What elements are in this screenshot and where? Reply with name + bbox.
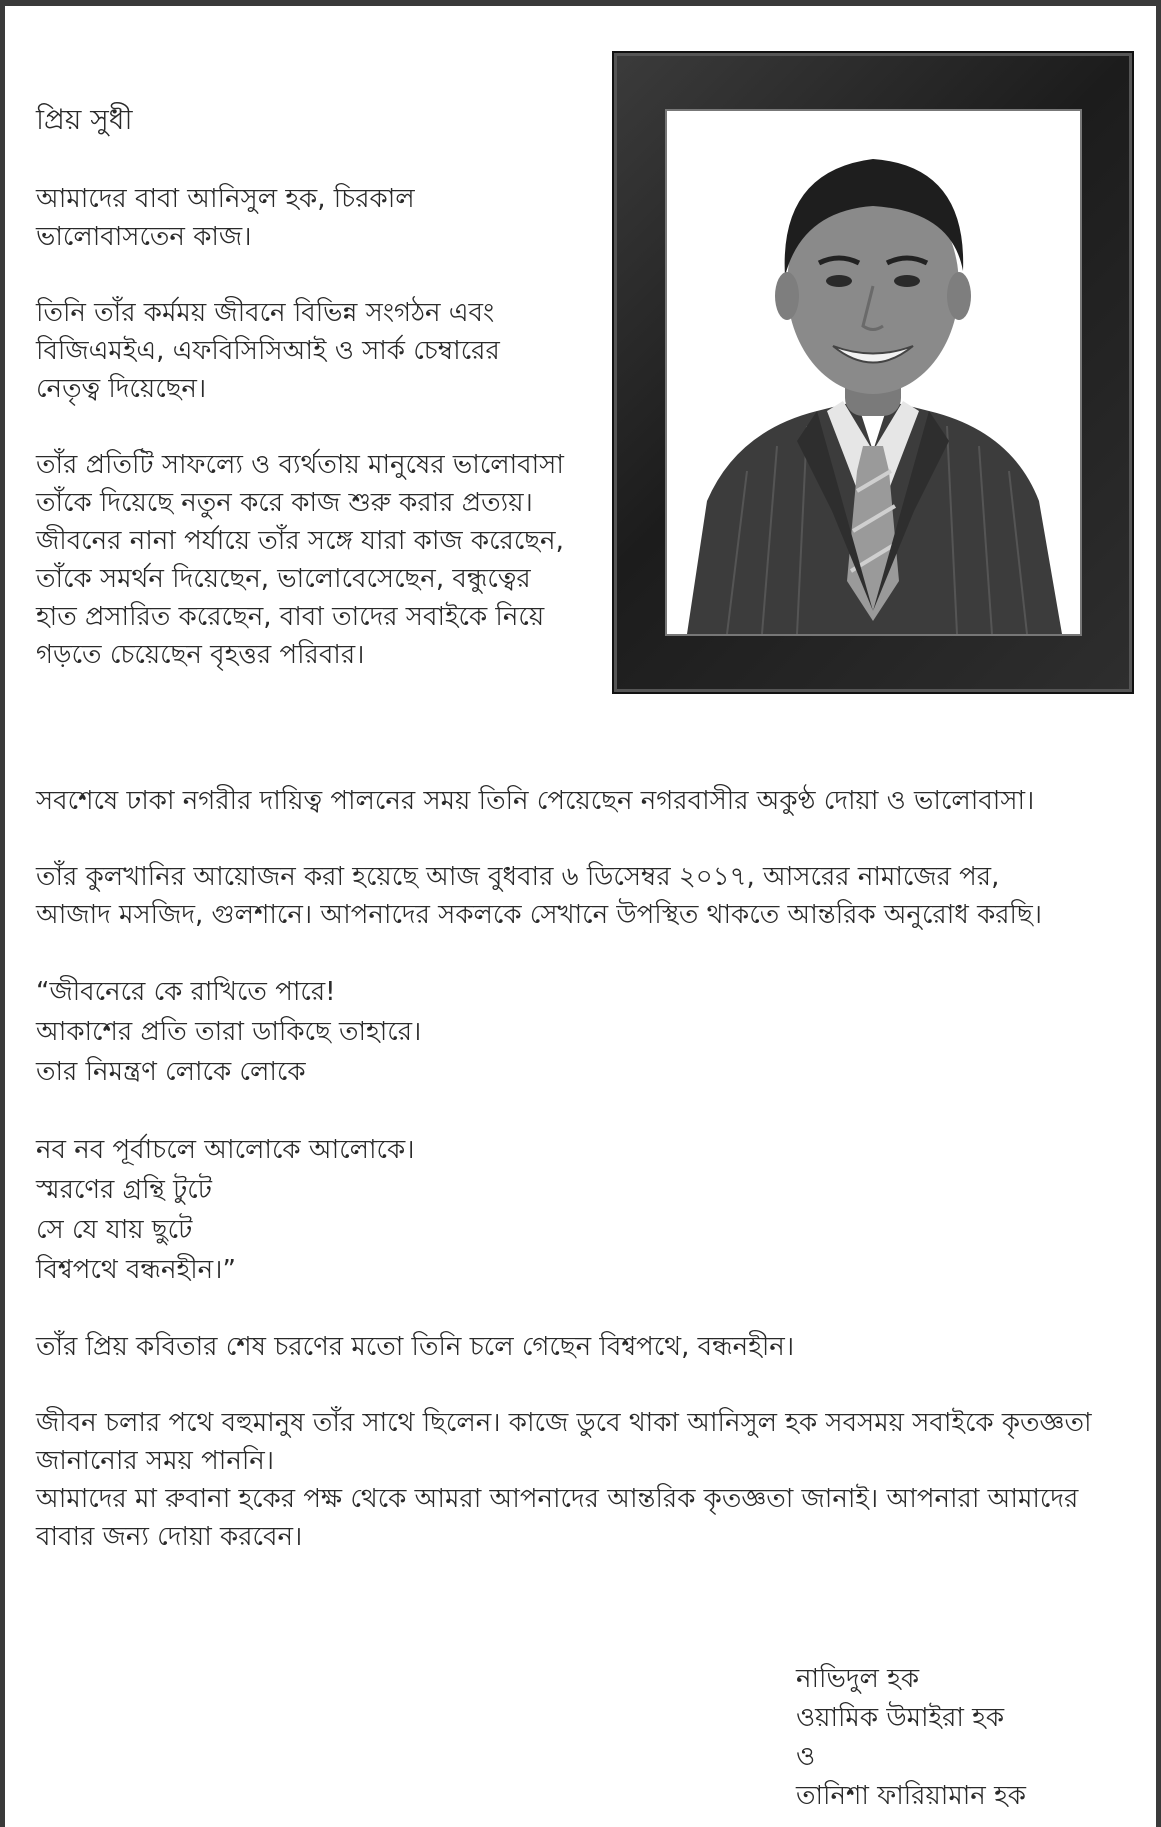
text-line: আমাদের মা রুবানা হকের পক্ষ থেকে আমরা আপনাদের আন্তরিক কৃতজ্ঞতা জানাই। আপনারা আমাদের (36, 1484, 1079, 1514)
text-line: জীবনের নানা পর্যায়ে তাঁর সঙ্গে যারা কাজ করেছেন, (36, 526, 564, 556)
poem (36, 972, 1116, 1290)
text-line: সবশেষে ঢাকা নগরীর দায়িত্ব পালনের সময় তিনি পেয়েছেন নগরবাসীর অকুণ্ঠ দোয়া ও ভালোবাসা। (36, 786, 1035, 816)
portrait-illustration (667, 111, 1080, 634)
poem-line: “জীবনেরে কে রাখিতে পারে! (36, 977, 336, 1007)
poem-line: আকাশের প্রতি তারা ডাকিছে তাহারে। (36, 1017, 422, 1047)
poem-line: সে যে যায় ছুটে (36, 1215, 193, 1245)
signatory-name: নাভিদুল হক (796, 1664, 920, 1694)
text-line: জানানোর সময় পাননি। (36, 1446, 275, 1476)
poem-line: তার নিমন্ত্রণ লোকে লোকে (36, 1057, 306, 1087)
signature-block (796, 1660, 1026, 1816)
text-line: তাঁকে সমর্থন দিয়েছেন, ভালোবেসেছেন, বন্ধুত্বের (36, 564, 531, 594)
body-paragraph (36, 782, 1116, 820)
portrait-photo (667, 111, 1080, 634)
main-text (36, 782, 1116, 1594)
text-line: হাত প্রসারিত করেছেন, বাবা তাদের সবাইকে নিয়ে (36, 602, 545, 632)
body-paragraph (36, 858, 1116, 934)
text-line: জীবন চলার পথে বহুমানুষ তাঁর সাথে ছিলেন। কাজে ডুবে থাকা আনিসুল হক সবসময় সবাইকে কৃতজ্ঞতা (36, 1408, 1092, 1438)
text-line: তিনি তাঁর কর্মময় জীবনে বিভিন্ন সংগঠন এবং (36, 298, 495, 328)
portrait-frame (612, 51, 1134, 694)
signatory-name: তানিশা ফারিয়ামান হক (796, 1781, 1026, 1811)
text-line: আজাদ মসজিদ, গুলশানে। আপনাদের সকলকে সেখানে উপস্থিত থাকতে আন্তরিক অনুরোধ করছি। (36, 900, 1043, 930)
text-line: গড়তে চেয়েছেন বৃহত্তর পরিবার। (36, 640, 365, 670)
text-line: আমাদের বাবা আনিসুল হক, চিরকাল (36, 184, 415, 214)
closing-paragraph (36, 1328, 1116, 1366)
text-line: বাবার জন্য দোয়া করবেন। (36, 1522, 303, 1552)
intro-text (36, 180, 576, 712)
signature-conjunction: ও (796, 1742, 816, 1772)
text-line: নেতৃত্ব দিয়েছেন। (36, 374, 207, 404)
signatory-name: ওয়ামিক উমাইরা হক (796, 1703, 1005, 1733)
stanza-break (36, 1092, 1116, 1130)
intro-paragraph (36, 180, 576, 256)
text-line: তাঁর কুলখানির আয়োজন করা হয়েছে আজ বুধবার ৬ ডিসেম্বর ২০১৭, আসরের নামাজের পর, (36, 862, 1000, 892)
text-line: ভালোবাসতেন কাজ। (36, 222, 252, 252)
intro-paragraph (36, 446, 576, 674)
poem-line: বিশ্বপথে বন্ধনহীন।” (36, 1255, 236, 1285)
intro-paragraph (36, 294, 576, 408)
poem-line: নব নব পূর্বাচলে আলোকে আলোকে। (36, 1135, 415, 1165)
text-line: তাঁকে দিয়েছে নতুন করে কাজ শুরু করার প্রত্যয়। (36, 488, 533, 518)
poem-line: স্মরণের গ্রন্থি টুটে (36, 1175, 212, 1205)
closing-paragraph (36, 1404, 1116, 1556)
text-line: তাঁর প্রতিটি সাফল্যে ও ব্যর্থতায় মানুষের ভালোবাসা (36, 450, 564, 480)
text-line: বিজিএমইএ, এফবিসিসিআই ও সার্ক চেম্বারের (36, 336, 500, 366)
salutation: প্রিয় সুধী (36, 103, 133, 136)
text-line: তাঁর প্রিয় কবিতার শেষ চরণের মতো তিনি চলে গেছেন বিশ্বপথে, বন্ধনহীন। (36, 1332, 795, 1362)
